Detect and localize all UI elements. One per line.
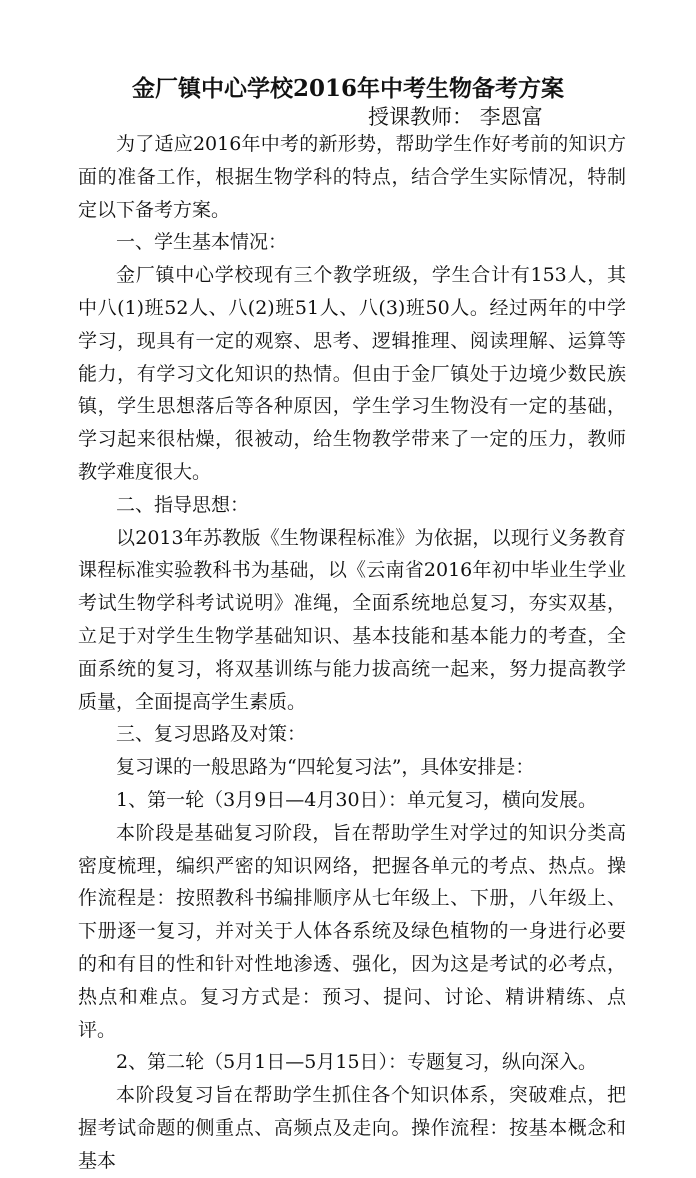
document-title: 金厂镇中心学校2016年中考生物备考方案	[131, 75, 564, 102]
paragraph-guidance: 以2013年苏教版《生物课程标准》为依据，以现行义务教育课程标准实验教科书为基础，以《云南省2016年初中毕业生学业考试生物学科考试说明》准绳，全面系统地总复习，夯实双基，立足于对学生生物学基础知识、基本技能和基本能力的考查，全面系统的复习，将双基训练与能力拔高统一起来，努力提高教学质量，全面提高学生素质。	[78, 526, 626, 713]
paragraph-review-overview: 复习课的一般思路为“四轮复习法”，具体安排是：	[116, 756, 535, 779]
teacher-line: 授课教师： 李恩富	[368, 105, 543, 129]
paragraph-round-one: 本阶段是基础复习阶段，旨在帮助学生对学过的知识分类高密度梳理，编织严密的知识网络，把握各单元的考点、热点。操作流程是：按照教科书编排顺序从七年级上、下册，八年级上、下册逐一复习，并对关于人体各系统及绿色植物的一身进行必要的和有目的性和针对性地渗透、强化，因为这是考试的必考点，热点和难点。复习方式是：预习、提问、讨论、精讲精练、点评。	[78, 821, 626, 1041]
document-body	[78, 128, 626, 1178]
paragraph-round-two: 本阶段复习旨在帮助学生抓住各个知识体系，突破难点，把握考试命题的侧重点、高频点及走向。操作流程：按基本概念和基本	[78, 1084, 626, 1172]
round-two-heading: 2、第二轮（5月1日—5月15日）：专题复习，纵向深入。	[116, 1051, 598, 1074]
section-heading-review: 三、复习思路及对策：	[116, 723, 307, 746]
section-heading-students: 一、学生基本情况：	[116, 231, 288, 254]
section-heading-guidance: 二、指导思想：	[116, 493, 250, 516]
paragraph-intro: 为了适应2016年中考的新形势，帮助学生作好考前的知识方面的准备工作，根据生物学科的特点，结合学生实际情况，特制定以下备考方案。	[78, 133, 626, 221]
round-one-heading: 1、第一轮（3月9日—4月30日）：单元复习，横向发展。	[116, 788, 598, 811]
paragraph-students: 金厂镇中心学校现有三个教学班级，学生合计有153人，其中八(1)班52人、八(2)班51人、八(3)班50人。经过两年的中学学习，现具有一定的观察、思考、逻辑推理、阅读理解、运算等能力，有学习文化知识的热情。但由于金厂镇处于边境少数民族镇，学生思想落后等各种原因，学生学习生物没有一定的基础，学习起来很枯燥，很被动，给生物教学带来了一定的压力，教师教学难度很大。	[78, 264, 626, 483]
